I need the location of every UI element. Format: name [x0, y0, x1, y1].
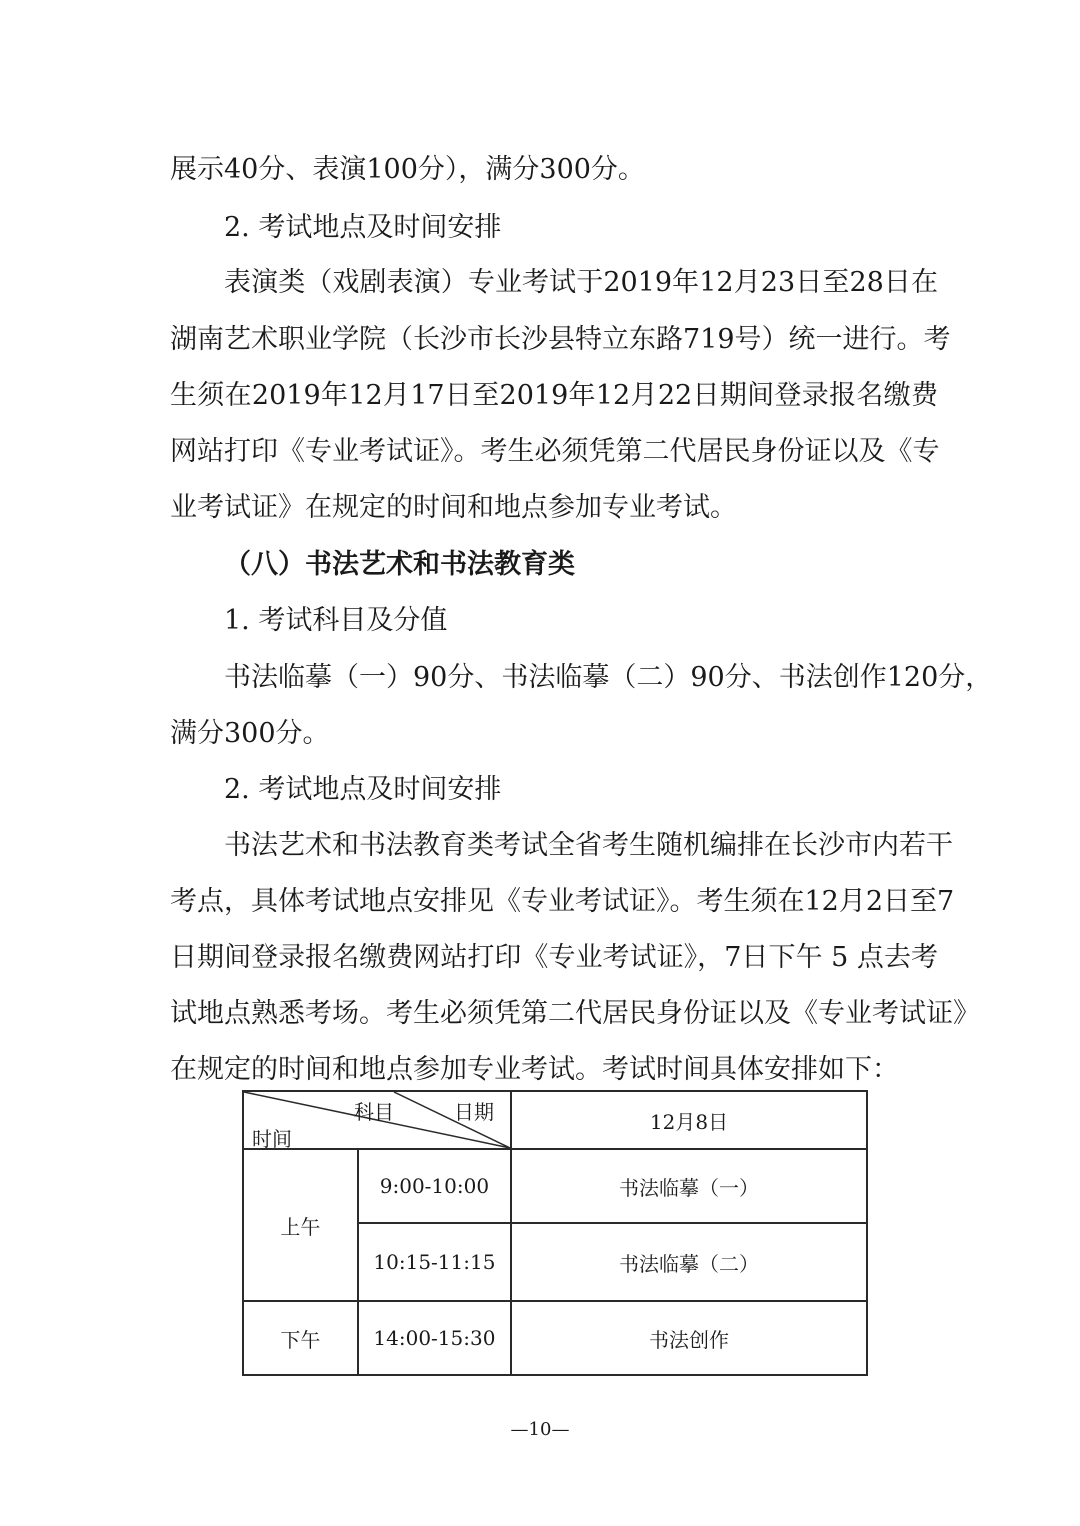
paragraph-line-1: 展示40分、表演100分），满分300分。	[170, 154, 645, 185]
section-heading-calligraphy: （八）书法艺术和书法教育类	[224, 549, 575, 580]
header-date-label: 日期	[454, 1100, 494, 1124]
exam-subject: 书法创作	[511, 1301, 867, 1375]
paragraph-line-10: 书法临摹（一）90分、书法临摹（二）90分、书法创作120分，	[224, 662, 993, 693]
period-morning: 上午	[243, 1149, 358, 1301]
exam-subject: 书法临摹（一）	[511, 1149, 867, 1223]
header-subject-label: 科目	[354, 1100, 394, 1124]
paragraph-line-11: 满分300分。	[170, 718, 330, 749]
paragraph-line-13: 书法艺术和书法教育类考试全省考生随机编排在长沙市内若干	[224, 830, 953, 861]
section-heading-location-2: 2. 考试地点及时间安排	[224, 774, 502, 805]
paragraph-line-3: 表演类（戏剧表演）专业考试于2019年12月23日至28日在	[224, 267, 939, 298]
table-diagonal-header	[243, 1091, 511, 1149]
exam-subject: 书法临摹（二）	[511, 1223, 867, 1301]
paragraph-line-7: 业考试证》在规定的时间和地点参加专业考试。	[170, 492, 737, 523]
page-number: —10—	[510, 1419, 570, 1440]
header-date-value: 12月8日	[511, 1091, 867, 1149]
paragraph-line-4: 湖南艺术职业学院（长沙市长沙县特立东路719号）统一进行。考	[170, 324, 951, 355]
table-row	[243, 1149, 867, 1223]
paragraph-line-14: 考点，具体考试地点安排见《专业考试证》。考生须在12月2日至7	[170, 886, 955, 917]
table-header-row	[243, 1091, 867, 1149]
paragraph-line-5: 生须在2019年12月17日至2019年12月22日期间登录报名缴费	[170, 380, 938, 411]
section-heading-subjects: 1. 考试科目及分值	[224, 605, 448, 636]
exam-schedule-table	[242, 1090, 868, 1376]
paragraph-line-16: 试地点熟悉考场。考生必须凭第二代居民身份证以及《专业考试证》	[170, 998, 980, 1029]
time-slot: 10:15-11:15	[358, 1223, 511, 1301]
time-slot: 14:00-15:30	[358, 1301, 511, 1375]
paragraph-line-17: 在规定的时间和地点参加专业考试。考试时间具体安排如下：	[170, 1054, 899, 1085]
paragraph-line-15: 日期间登录报名缴费网站打印《专业考试证》，7日下午 5 点去考	[170, 942, 938, 973]
header-time-label: 时间	[252, 1127, 292, 1151]
section-heading-location-1: 2. 考试地点及时间安排	[224, 212, 502, 243]
table-row	[243, 1301, 867, 1375]
paragraph-line-6: 网站打印《专业考试证》。考生必须凭第二代居民身份证以及《专	[170, 436, 940, 467]
period-afternoon: 下午	[243, 1301, 358, 1375]
time-slot: 9:00-10:00	[358, 1149, 511, 1223]
